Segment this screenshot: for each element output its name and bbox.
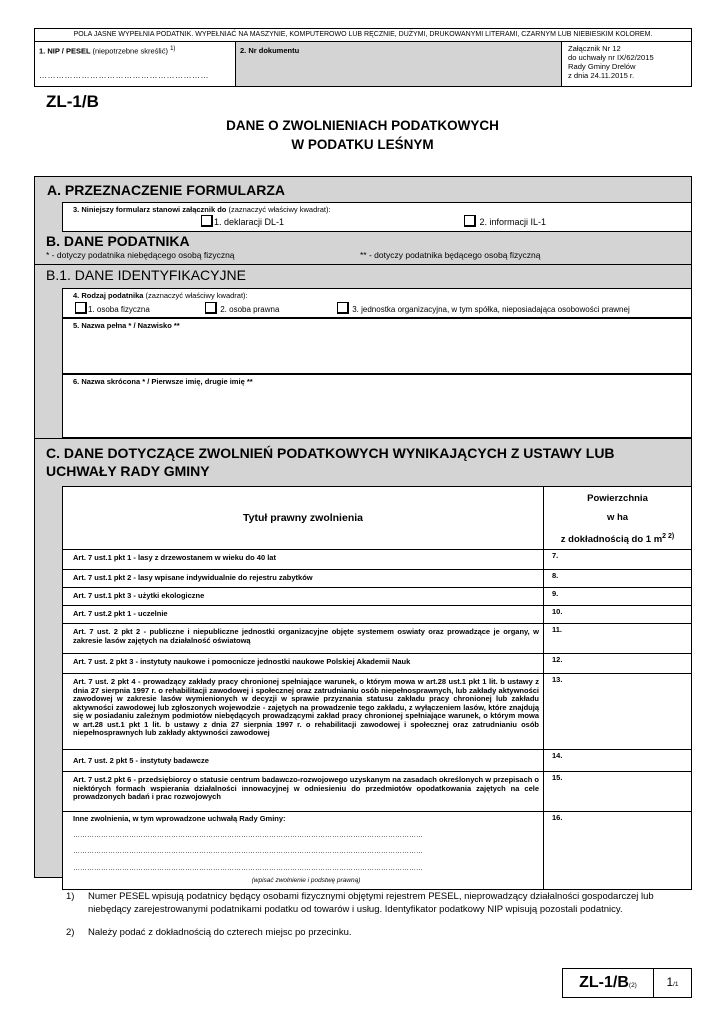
field-6-label: 6. Nazwa skrócona * / Pierwsze imię, drugie imię ** [73, 377, 253, 386]
area-input[interactable]: 12. [544, 654, 692, 674]
field-3-hint: (zaznaczyć właściwy kwadrat): [228, 205, 331, 214]
annex-info [562, 42, 692, 87]
full-name-field[interactable] [62, 318, 692, 374]
option-organization-label: 3. jednostka organizacyjna, w tym spółka, nieposiadająca osobowości prawnej [352, 305, 630, 314]
document-number-label: 2. Nr dokumentu [240, 46, 300, 55]
nip-pesel-dots: …………………………………………………… [39, 71, 209, 80]
footnote-text: Numer PESEL wpisują podatnicy będący osobami fizycznymi objętymi rejestrem PESEL, nieprowadzący działalności gospodarczej lub niebędący zarejestrowanymi podatnikami podatku od towarów i usług. Identyfikator podatkowy NIP wpisują pozostali podatnicy. [88, 891, 654, 915]
document-number-field [236, 42, 562, 87]
table-row [63, 624, 692, 654]
exemption-title: Art. 7 ust.1 pkt 2 - lasy wpisane indywidualnie do rejestru zabytków [63, 570, 544, 588]
other-exemption-hint: (wpisać zwolnienie i podstwę prawną) [251, 877, 361, 885]
table-row [63, 550, 692, 570]
footnote-number: 1) [66, 891, 75, 902]
option-natural-person-label: 1. osoba fizyczna [88, 305, 150, 314]
other-exemptions-label: Inne zwolnienia, w tym wprowadzone uchwałą Rady Gminy: [73, 814, 286, 824]
option-legal-person[interactable] [205, 302, 279, 314]
checkbox-organization[interactable] [337, 302, 349, 314]
section-b1-title: B.1. DANE IDENTYFIKACYJNE [46, 267, 246, 283]
area-input[interactable]: 7. [544, 550, 692, 570]
footer-form-code: ZL-1/B(2) [562, 968, 654, 998]
other-exemption-line[interactable]: …………………………………………………………………………………………………………………………………… [73, 848, 423, 856]
other-exemption-line[interactable]: …………………………………………………………………………………………………………………………………… [73, 864, 423, 872]
nip-pesel-field[interactable] [34, 42, 236, 87]
area-input[interactable]: 8. [544, 570, 692, 588]
form-code: ZL-1/B [46, 92, 99, 111]
area-input[interactable]: 15. [544, 772, 692, 812]
area-input[interactable]: 11. [544, 624, 692, 654]
option-dl1-label: 1. deklaracji DL-1 [214, 217, 285, 227]
section-c-title: C. DANE DOTYCZĄCE ZWOLNIEŃ PODATKOWYCH WYNIKAJĄCYCH Z USTAWY LUB UCHWAŁY RADY GMINY [46, 445, 615, 479]
annex-line: Załącznik Nr 12 [568, 44, 621, 53]
short-name-field[interactable] [62, 374, 692, 438]
option-il1[interactable] [464, 215, 546, 227]
other-exemption-line[interactable]: …………………………………………………………………………………………………………………………………… [73, 831, 423, 839]
exemption-title: Art. 7 ust.1 pkt 3 - użytki ekologiczne [63, 588, 544, 606]
footnote-ref-1: 1) [170, 46, 176, 52]
section-b-title: B. DANE PODATNIKA [46, 233, 190, 249]
option-legal-person-label: 2. osoba prawna [220, 305, 280, 314]
section-b-note-legal: * - dotyczy podatnika niebędącego osobą fizyczną [46, 250, 235, 260]
table-header-row [63, 487, 692, 550]
area-input[interactable]: 14. [544, 750, 692, 772]
table-row [63, 750, 692, 772]
area-input[interactable]: 9. [544, 588, 692, 606]
area-input[interactable]: 13. [544, 674, 692, 750]
page-number: 1/1 [654, 968, 692, 998]
section-b-note-natural: ** - dotyczy podatnika będącego osobą fizyczną [360, 250, 541, 260]
table-row-other [63, 812, 692, 890]
option-organization[interactable] [337, 302, 630, 314]
exemption-title: Art. 7 ust.1 pkt 1 - lasy z drzewostanem w wieku do 40 lat [63, 550, 544, 570]
form-subtitle: W PODATKU LEŚNYM [291, 137, 434, 152]
exemption-title: Art. 7 ust. 2 pkt 5 - instytuty badawcze [63, 750, 544, 772]
checkbox-natural-person[interactable] [75, 302, 87, 314]
footnote-number: 2) [66, 927, 75, 938]
checkbox-legal-person[interactable] [205, 302, 217, 314]
footnote-text: Należy podać z dokładnością do czterech miejsc po przecinku. [88, 927, 352, 938]
divider [34, 438, 692, 439]
section-a-title: A. PRZEZNACZENIE FORMULARZA [34, 176, 692, 202]
form-title: DANE O ZWOLNIENIACH PODATKOWYCH [226, 118, 499, 133]
other-exemptions-cell[interactable] [63, 812, 544, 890]
nip-pesel-label: 1. NIP / PESEL [39, 46, 91, 56]
exemptions-table [62, 486, 692, 890]
annex-line: do uchwały nr IX/62/2015 [568, 53, 654, 62]
annex-line: Rady Gminy Drelów [568, 62, 636, 71]
checkbox-il1[interactable] [464, 215, 476, 227]
table-row [63, 570, 692, 588]
field-5-label: 5. Nazwa pełna * / Nazwisko ** [73, 321, 180, 330]
exemption-title: Art. 7 ust. 2 pkt 2 - publiczne i niepubliczne jednostki organizacyjne objęte systemem oswiaty oraz prowadzące je organy, w zakresie lasów zajętych na działalność oświatową [63, 624, 544, 654]
field-4-hint: (zaznaczyć właściwy kwadrat): [145, 291, 248, 300]
exemption-title: Art. 7 ust.2 pkt 1 - uczelnie [63, 606, 544, 624]
table-row [63, 606, 692, 624]
table-row [63, 674, 692, 750]
table-row [63, 654, 692, 674]
column-header-title: Tytuł prawny zwolnienia [63, 487, 544, 550]
nip-pesel-hint: (niepotrzebne skreślić) [92, 46, 168, 56]
exemption-title: Art. 7 ust. 2 pkt 4 - prowadzący zakłady pracy chronionej spełniające warunek, o którym mowa w art.28 ust.1 pkt 1 lit. b ustawy z dnia 27 sierpnia 1997 r. o rehabilitacji zawodowej i społecznej oraz zatrudnianiu osób niepełnosprawnych, lub zakłady aktywności zawodowej w zakresie lasów wymienionych w decyzji w sprawie przyznania statusu zakładu pracy chronionej lub zakładu aktywności zawodowej lub zgłoszonych wojewodzie - zajętych na prowadzenie tego zakładu, z wyłączeniem lasów, które znajdują się w posiadaniu zależnym podmiotów niebędących prowadzącymi zakład pracy chronionej spełniające warunek, o którym mowa w art.28 ust.1 pkt 1 lit. b ustawy z dnia 27 sierpnia 1997 r. o rehabilitacji zawodowej i społecznej oraz zatrudnianiu osób niepełnosprawnych lub zakłady aktywności zawodowej [63, 674, 544, 750]
area-input[interactable]: 10. [544, 606, 692, 624]
fill-instructions: POLA JASNE WYPEŁNIA PODATNIK. WYPEŁNIAĆ NA MASZYNIE, KOMPUTEROWO LUB RĘCZNIE, DUŻYMI, DRUKOWANYMI LITERAMI, CZARNYM LUB NIEBIESKIM KOLOREM. [34, 28, 692, 42]
exemption-title: Art. 7 ust. 2 pkt 3 - instytuty naukowe i pomocnicze jednostki naukowe Polskiej Akademii Nauk [63, 654, 544, 674]
field-4-label: 4. Rodzaj podatnika [73, 291, 144, 300]
column-header-area: Powierzchnia w ha z dokładnością do 1 $m^{2 2)}$ [544, 487, 692, 550]
table-row [63, 772, 692, 812]
field-3-purpose [62, 202, 692, 232]
field-4-taxpayer-type [62, 288, 692, 318]
checkbox-dl1[interactable] [201, 215, 213, 227]
option-il1-label: 2. informacji IL-1 [479, 217, 547, 227]
option-dl1[interactable] [201, 215, 284, 227]
area-input[interactable]: 16. [544, 812, 692, 890]
annex-line: z dnia 24.11.2015 r. [568, 71, 635, 80]
field-3-label: 3. Niniejszy formularz stanowi załącznik do [73, 205, 227, 214]
table-row [63, 588, 692, 606]
option-natural-person[interactable] [75, 302, 150, 314]
exemption-title: Art. 7 ust.2 pkt 6 - przedsiębiorcy o statusie centrum badawczo-rozwojowego uzyskanym na zasadach określonych w przepisach o niektórych formach wspierania działalności innowacyjnej w odniesieniu do przedmiotów opodatkowania zajętych na cele prowadzonych badań i prac rozwojowych [63, 772, 544, 812]
divider [34, 264, 692, 265]
